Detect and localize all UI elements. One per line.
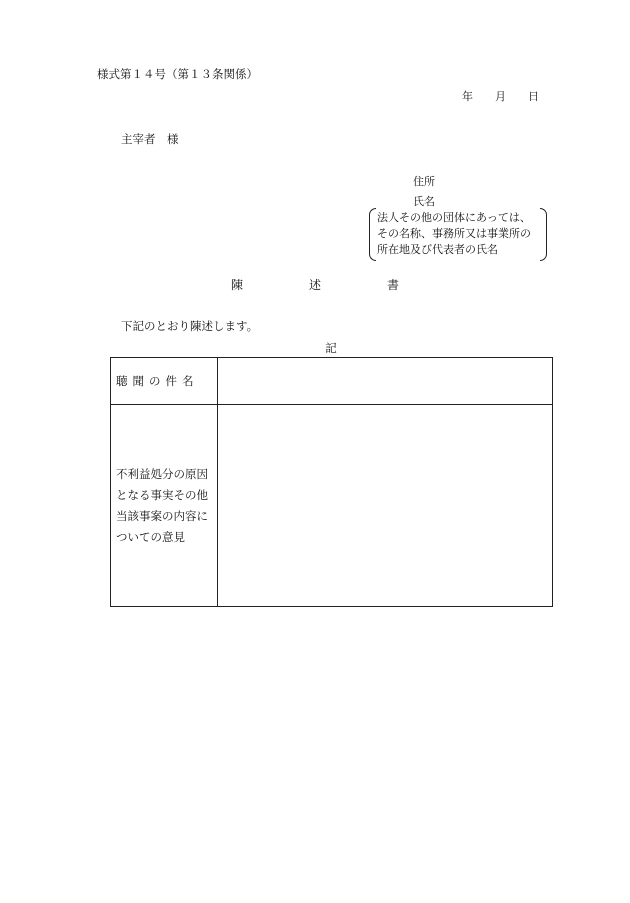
title-char: 陳 <box>230 278 243 292</box>
title-char: 述 <box>308 278 321 292</box>
date-year-label: 年 <box>462 90 473 103</box>
hearing-label: 聴聞の件名 <box>116 374 199 388</box>
opinion-label-cell <box>111 405 218 607</box>
ki-heading: 記 <box>325 341 337 355</box>
table-row <box>111 358 553 405</box>
addressee: 主宰者 様 <box>121 132 179 146</box>
table-row <box>111 405 553 607</box>
name-label: 氏名 <box>413 195 435 208</box>
opinion-value-cell[interactable] <box>218 405 553 607</box>
form-number: 様式第１４号（第１３条関係） <box>97 67 258 81</box>
opinion-label-line: 当該事案の内容に <box>116 508 208 523</box>
note-line: その名称、事務所又は事業所の <box>377 227 531 240</box>
date-day-label: 日 <box>528 90 539 103</box>
statement-table <box>110 357 553 607</box>
opinion-label-line: となる事実その他 <box>116 487 208 502</box>
corporate-note <box>369 208 547 261</box>
hearing-label-cell <box>111 358 218 405</box>
document-title <box>0 276 630 293</box>
date-line <box>462 88 539 104</box>
date-month-label: 月 <box>495 90 506 103</box>
title-char: 書 <box>387 278 400 292</box>
note-line: 所在地及び代表者の氏名 <box>377 243 498 256</box>
hearing-value-cell[interactable] <box>218 358 553 405</box>
left-bracket <box>369 208 376 261</box>
opinion-label-line: 不利益処分の原因 <box>116 466 208 481</box>
right-bracket <box>540 208 547 261</box>
intro-text: 下記のとおり陳述します。 <box>121 319 259 333</box>
address-label: 住所 <box>413 175 435 188</box>
note-line: 法人その他の団体にあっては、 <box>377 211 531 224</box>
opinion-label <box>112 464 216 548</box>
opinion-label-line: ついての意見 <box>116 529 185 544</box>
